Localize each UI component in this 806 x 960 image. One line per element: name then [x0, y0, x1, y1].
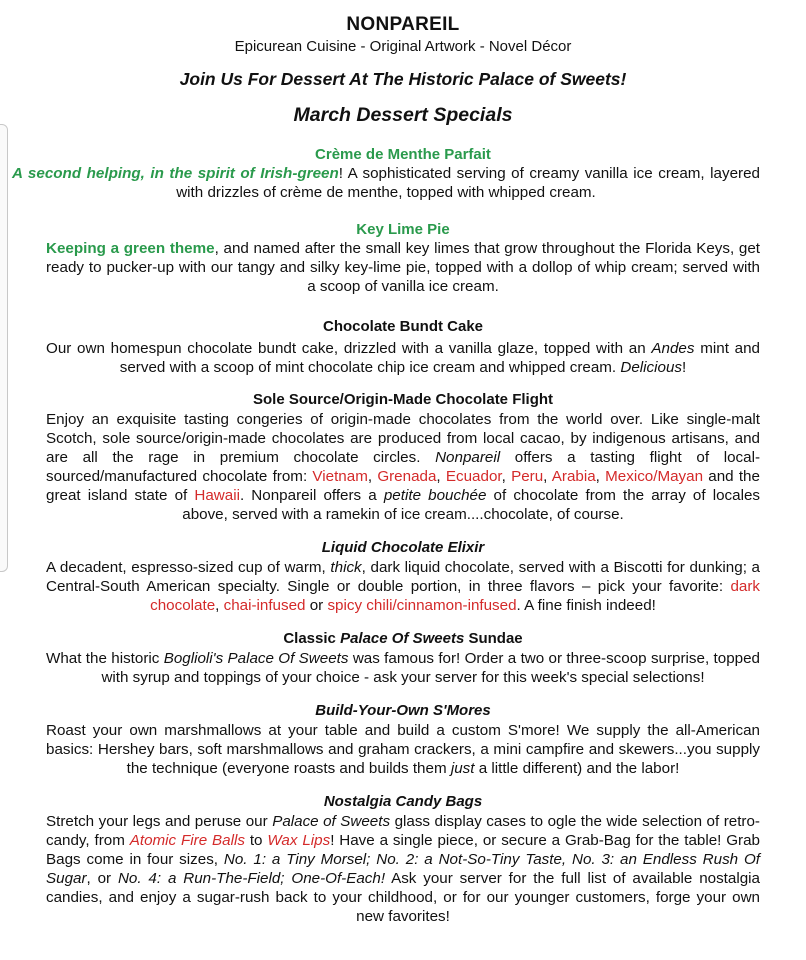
desc-text: offers a tasting flight of local-sourced/manufactured chocolate from: — [46, 449, 761, 485]
desc-italic: Palace of Sweets — [272, 813, 391, 830]
green-lead-text: A second helping, in the spirit of Irish-green — [12, 165, 339, 182]
desc-italic: Boglioli's Palace Of Sweets — [163, 650, 349, 667]
item-desc-chocolate-elixir — [46, 558, 760, 615]
item-title-chocolate-flight: Sole Source/Origin-Made Chocolate Flight — [252, 391, 554, 408]
item-title-chocolate-elixir: Liquid Chocolate Elixir — [321, 539, 485, 556]
title-text: Sundae — [464, 630, 523, 647]
desc-text: a little different) and the labor! — [474, 760, 680, 777]
desc-text: to — [244, 832, 268, 849]
dessert-invitation: Join Us For Dessert At The Historic Palace of Sweets! — [179, 69, 627, 89]
green-lead-text: Keeping a green theme — [46, 240, 215, 257]
desc-text: . A fine finish indeed! — [516, 597, 656, 614]
title-italic: Palace Of Sweets — [340, 630, 465, 647]
origin-vietnam: Vietnam — [312, 468, 368, 485]
title-text: Classic — [283, 630, 341, 647]
desc-text: . Nonpareil offers a — [239, 487, 384, 504]
desc-text: of chocolate from the array of locales above, served with a ramekin of ice cream....chocolate, of course. — [182, 487, 761, 523]
flavor-chai: chai-infused — [223, 597, 306, 614]
desc-text: What the historic — [46, 650, 164, 667]
item-desc-candy-bags — [46, 812, 760, 926]
desc-text: ! Have a single piece, or secure a Grab-Bag for the table! Grab Bags come in four sizes, — [46, 832, 761, 868]
item-title-key-lime-pie: Key Lime Pie — [356, 221, 450, 238]
specials-heading: March Dessert Specials — [293, 104, 513, 126]
item-desc-bundt-cake — [46, 339, 760, 377]
desc-text: and the great island state of — [46, 468, 760, 504]
desc-italic: just — [450, 760, 475, 777]
desc-text: or — [305, 597, 328, 614]
origin-peru: Peru — [511, 468, 544, 485]
comma: , — [215, 597, 224, 614]
comma: , — [543, 468, 552, 485]
desc-italic: Andes — [651, 340, 695, 357]
desc-italic: petite bouchée — [383, 487, 487, 504]
desc-text: glass display cases to ogle the wide selection of retro-candy, from — [46, 813, 760, 849]
item-desc-chocolate-flight — [46, 410, 760, 524]
item-title-sundae — [0, 630, 806, 647]
item-desc-sundae — [46, 649, 760, 687]
desc-text: Ask your server for the full list of available nostalgia candies, and enjoy a sugar-rush back to your childhood, or for our younger customers, forge your own new favorites! — [46, 870, 760, 925]
desc-italic: Delicious — [620, 359, 682, 376]
item-title-creme-de-menthe: Crème de Menthe Parfait — [315, 146, 491, 163]
flavor-spicy-chili: spicy chili/cinnamon-infused — [327, 597, 517, 614]
item-title-candy-bags: Nostalgia Candy Bags — [323, 793, 483, 810]
item-desc-key-lime-pie — [46, 239, 760, 296]
side-scroll-tab[interactable] — [0, 124, 8, 572]
origin-grenada: Grenada — [377, 468, 437, 485]
desc-text: A decadent, espresso-sized cup of warm, — [46, 559, 331, 576]
comma: , — [436, 468, 446, 485]
origin-ecuador: Ecuador — [445, 468, 502, 485]
candy-atomic-fire-balls: Atomic Fire Balls — [129, 832, 245, 849]
candy-wax-lips: Wax Lips — [267, 832, 331, 849]
desc-text: Enjoy an exquisite tasting congeries of origin-made chocolates from the world over. Like single-malt Scotch, sole source/origin-made chocolates are produced from local cacao, by indigenous artisans, and are all the rage in premium chocolate circles. — [46, 411, 760, 466]
desc-text: , and named after the small key limes that grow throughout the Florida Keys, get ready to pucker-up with our tangy and silky key-lime pie, topped with a dollop of whip cream; served with a scoop of vanilla ice cream. — [46, 240, 761, 295]
desc-text: was famous for! Order a two or three-scoop surprise, topped with syrup and toppings of your choice - ask your server for this week's special selections! — [101, 650, 760, 686]
item-desc-smores — [46, 721, 760, 778]
desc-italic: thick — [330, 559, 362, 576]
desc-italic: No. 4: a Run-The-Field; One-Of-Each! — [117, 870, 386, 887]
comma: , — [501, 468, 512, 485]
comma: , — [367, 468, 378, 485]
desc-text: ! — [682, 359, 687, 376]
item-desc-creme-de-menthe — [12, 164, 760, 202]
origin-arabia: Arabia — [551, 468, 596, 485]
item-title-smores: Build-Your-Own S'Mores — [315, 702, 491, 719]
comma: , — [595, 468, 606, 485]
desc-italic: Nonpareil — [435, 449, 501, 466]
desc-text: , dark liquid chocolate, served with a Biscotti for dunking; a Central-South American specialty. Single or double portion, in three flavors – pick your favorite: — [46, 559, 760, 595]
desc-text: , or — [86, 870, 118, 887]
desc-text: Stretch your legs and peruse our — [46, 813, 273, 830]
desc-text: Our own homespun chocolate bundt cake, drizzled with a vanilla glaze, topped with an — [46, 340, 652, 357]
item-title-bundt-cake: Chocolate Bundt Cake — [322, 318, 484, 335]
flavor-dark-chocolate: dark chocolate — [150, 578, 760, 614]
origin-hawaii: Hawaii — [194, 487, 240, 504]
desc-text: ! A sophisticated serving of creamy vanilla ice cream, layered with drizzles of crème de menthe, topped with whipped cream. — [176, 165, 760, 201]
desc-italic: No. 1: a Tiny Morsel; No. 2: a Not-So-Tiny Taste, No. 3: an Endless Rush Of Sugar — [46, 851, 760, 887]
restaurant-name: NONPAREIL — [346, 14, 460, 35]
restaurant-tagline: Epicurean Cuisine - Original Artwork - Novel Décor — [234, 38, 572, 55]
desc-text: mint and served with a scoop of mint chocolate chip ice cream and whipped cream. — [119, 340, 760, 376]
desc-text: Roast your own marshmallows at your table and build a custom S'more! We supply the all-American basics: Hershey bars, soft marshmallows and graham crackers, a mini campfire and skewers...you supply the technique (everyone roasts and builds them — [46, 722, 760, 777]
origin-mexico: Mexico/Mayan — [605, 468, 704, 485]
